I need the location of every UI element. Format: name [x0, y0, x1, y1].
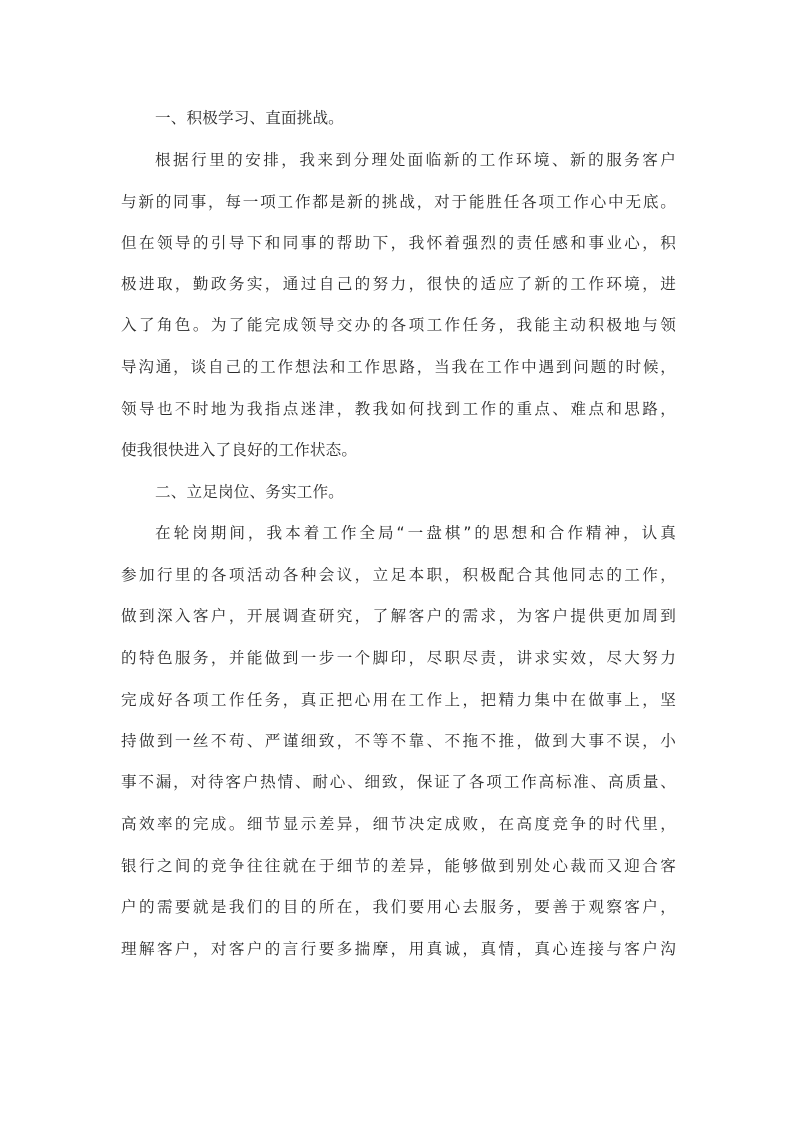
paragraph-line: 与新的同事，每一项工作都是新的挑战，对于能胜任各项工作心中无底。 — [121, 193, 676, 211]
paragraph-line: 导沟通，谈自己的工作想法和工作思路，当我在工作中遇到问题的时候， — [121, 358, 676, 376]
paragraph-line: 领导也不时地为我指点迷津，教我如何找到工作的重点、难点和思路， — [121, 400, 676, 418]
section-heading-2: 二、立足岗位、务实工作。 — [155, 483, 344, 501]
paragraph-line: 使我很快进入了良好的工作状态。 — [121, 441, 358, 459]
paragraph-line: 事不漏，对待客户热情、耐心、细致，保证了各项工作高标准、高质量、 — [121, 773, 676, 791]
paragraph-line: 银行之间的竞争往往就在于细节的差异，能够做到别处心裁而又迎合客 — [121, 857, 676, 875]
paragraph-line: 持做到一丝不苟、严谨细致，不等不靠、不拖不推，做到大事不误，小 — [121, 732, 676, 750]
paragraph-line: 参加行里的各项活动各种会议，立足本职，积极配合其他同志的工作， — [121, 566, 676, 584]
section-heading-1: 一、积极学习、直面挑战。 — [155, 109, 344, 127]
paragraph-line: 但在领导的引导下和同事的帮助下，我怀着强烈的责任感和事业心，积 — [121, 234, 676, 252]
paragraph-line: 做到深入客户，开展调查研究，了解客户的需求，为客户提供更加周到 — [121, 607, 676, 625]
paragraph-line: 完成好各项工作任务，真正把心用在工作上，把精力集中在做事上，坚 — [121, 691, 676, 709]
paragraph-line: 户的需要就是我们的目的所在，我们要用心去服务，要善于观察客户， — [121, 898, 676, 916]
paragraph-line: 入了角色。为了能完成领导交办的各项工作任务，我能主动积极地与领 — [121, 316, 676, 334]
paragraph-line: 的特色服务，并能做到一步一个脚印，尽职尽责，讲求实效，尽大努力 — [121, 649, 676, 667]
paragraph-line: 高效率的完成。细节显示差异，细节决定成败，在高度竞争的时代里， — [121, 815, 676, 833]
paragraph-line: 在轮岗期间，我本着工作全局“一盘棋”的思想和合作精神，认真 — [155, 524, 676, 542]
paragraph-line: 根据行里的安排，我来到分理处面临新的工作环境、新的服务客户 — [155, 151, 676, 169]
paragraph-line: 极进取，勤政务实，通过自己的努力，很快的适应了新的工作环境，进 — [121, 275, 676, 293]
paragraph-line: 理解客户，对客户的言行要多揣摩，用真诚，真情，真心连接与客户沟 — [121, 940, 676, 958]
